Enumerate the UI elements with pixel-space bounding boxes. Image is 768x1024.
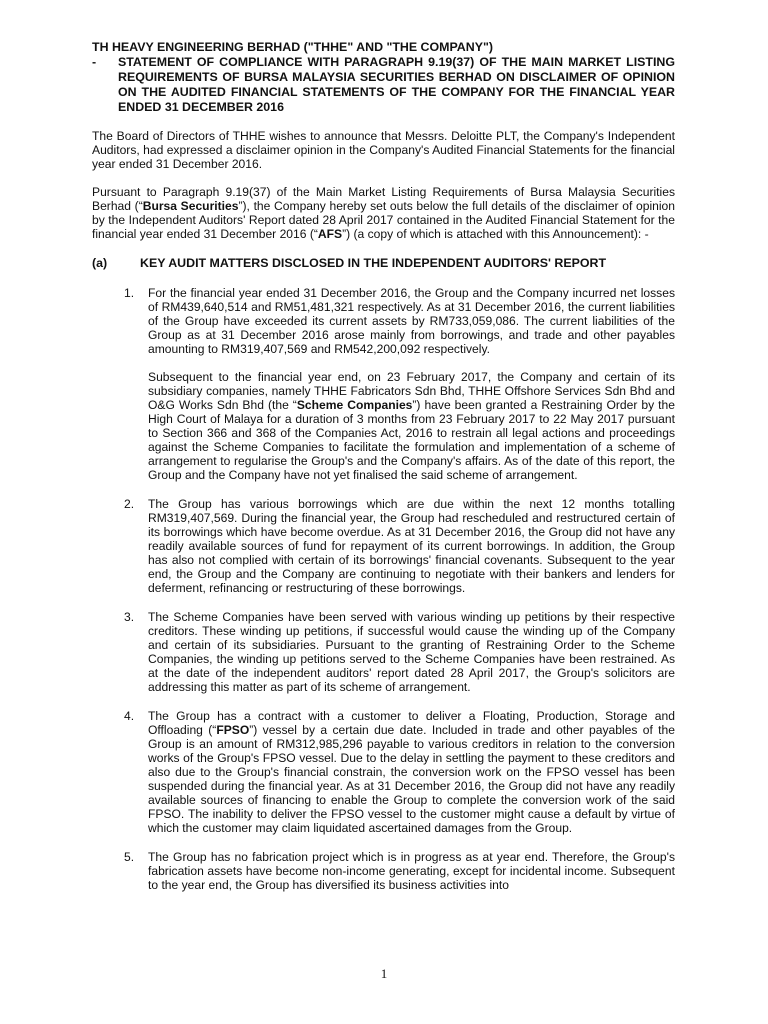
document-content (92, 40, 675, 892)
intro-paragraph-1: The Board of Directors of THHE wishes to announce that Messrs. Deloitte PLT, the Company's Independent Auditors, had expressed a disclaimer opinion in the Company's Audited Financial Statements for the financial year ended 31 December 2016. (92, 129, 675, 171)
section-a-heading (92, 256, 675, 271)
item-1-para-2-bold: Scheme Companies (296, 398, 413, 412)
list-item (92, 850, 675, 892)
intro-paragraph-2 (92, 185, 675, 241)
section-a-label: (a) (92, 256, 108, 270)
item-1-para-2-text-b: ”) have been granted a Restraining Order by the High Court of Malaya for a duration of 3 months from 23 February 2017 to 22 May 2017 pursuant to Section 366 and 368 of the Companies Act, 2016 to restrain all legal actions and proceedings against the Scheme Companies to facilitate the formulation and implementation of a scheme of arrangement to regularise the Group's and the Company's affairs. As of the date of this report, the Group and the Company have not yet finalised the said scheme of arrangement. (148, 398, 675, 482)
list-item-paragraph (148, 370, 675, 482)
list-item (92, 709, 675, 835)
intro-2-text-c: ”) (a copy of which is attached with this Announcement): - (342, 227, 649, 241)
list-item (92, 610, 675, 694)
list-item (92, 286, 675, 482)
intro-2-bold-a: Bursa Securities (142, 199, 239, 213)
item-4-bold: FPSO (216, 723, 250, 737)
intro-2-bold-b: AFS (317, 227, 343, 241)
page-number: 1 (380, 966, 388, 981)
statement-title (92, 55, 675, 115)
intro-2-text-b: ”), the Company hereby set outs below the full details of the disclaimer of opinion by the Independent Auditors' Report dated 28 April 2017 contained in the Audited Financial Statement for the financial year ended 31 December 2016 (“ (92, 199, 675, 241)
list-item-paragraph: For the financial year ended 31 December 2016, the Group and the Company incurred net losses of RM439,640,514 and RM51,481,321 respectively. As at 31 December 2016, the current liabilities of the Group have exceeded its current assets by RM733,059,086. The current liabilities of the Group as at 31 December 2016 arose mainly from borrowings, and trade and other payables amounting to RM319,407,569 and RM542,200,092 respectively. (148, 286, 675, 356)
list-item-number: 3. (124, 610, 135, 624)
list-item-paragraph: The Group has various borrowings which are due within the next 12 months totalling RM319,407,569. During the financial year, the Group had rescheduled and restructured certain of its borrowings which have become overdue. As at 31 December 2016, the Group did not have any readily available sources of fund for repayment of its current borrowings. In addition, the Group has also not complied with certain of its borrowings' financial covenants. Subsequent to the year end, the Group and the Company are continuing to negotiate with their bankers and lenders for deferment, refinancing or restructuring of these borrowings. (148, 497, 675, 595)
list-item-paragraph: The Scheme Companies have been served with various winding up petitions by their respective creditors. These winding up petitions, if successful would cause the winding up of the Company and certain of its subsidiaries. Pursuant to the granting of Restraining Order to the Scheme Companies, the winding up petitions served to the Scheme Companies have been restrained. As at the date of the independent auditors' report dated 28 April 2017, the Group's solicitors are addressing this matter as part of its scheme of arrangement. (148, 610, 675, 694)
item-4-text-a: The Group has a contract with a customer to deliver a Floating, Production, Storage and Offloading (“ (148, 709, 675, 737)
item-4-text-b: ”) vessel by a certain due date. Included in trade and other payables of the Group is an amount of RM312,985,296 payable to various creditors in relation to the conversion works of the Group's FPSO vessel. Due to the delay in settling the payment to these creditors and also due to the Group's financial constrain, the conversion work on the FPSO vessel has been suspended during the financial year. As at 31 December 2016, the Group did not have any readily available sources of financing to enable the Group to complete the conversion work of the said FPSO. The inability to deliver the FPSO vessel to the customer might cause a default by virtue of which the customer may claim liquidated ascertained damages from the Group. (148, 723, 675, 835)
list-item-paragraph: The Group has no fabrication project which is in progress as at year end. Therefore, the Group's fabrication assets have become non-income generating, except for incidental income. Subsequent to the year end, the Group has diversified its business activities into (148, 850, 675, 892)
section-a-heading-text: KEY AUDIT MATTERS DISCLOSED IN THE INDEPENDENT AUDITORS' REPORT (140, 256, 607, 270)
list-item-number: 5. (124, 850, 135, 864)
list-item-number: 4. (124, 709, 135, 723)
intro-2-text-a: Pursuant to Paragraph 9.19(37) of the Main Market Listing Requirements of Bursa Malaysia Securities Berhad (“ (92, 185, 675, 213)
audit-matters-list (92, 286, 675, 892)
company-title: TH HEAVY ENGINEERING BERHAD ("THHE" AND "THE COMPANY") (92, 40, 493, 54)
list-item (92, 497, 675, 595)
list-item-paragraph (148, 709, 675, 835)
list-item-number: 1. (124, 286, 135, 300)
item-1-para-2-text-a: Subsequent to the financial year end, on 23 February 2017, the Company and certain of its subsidiary companies, namely THHE Fabricators Sdn Bhd, THHE Offshore Services Sdn Bhd and O&G Works Sdn Bhd (the “ (148, 370, 675, 412)
list-item-number: 2. (124, 497, 135, 511)
statement-title-text: STATEMENT OF COMPLIANCE WITH PARAGRAPH 9.19(37) OF THE MAIN MARKET LISTING REQUIREMENTS OF BURSA MALAYSIA SECURITIES BERHAD ON DISCLAIMER OF OPINION ON THE AUDITED FINANCIAL STATEMENTS OF THE COMPANY FOR THE FINANCIAL YEAR ENDED 31 DECEMBER 2016 (118, 55, 675, 114)
title-dash: - (92, 55, 97, 69)
